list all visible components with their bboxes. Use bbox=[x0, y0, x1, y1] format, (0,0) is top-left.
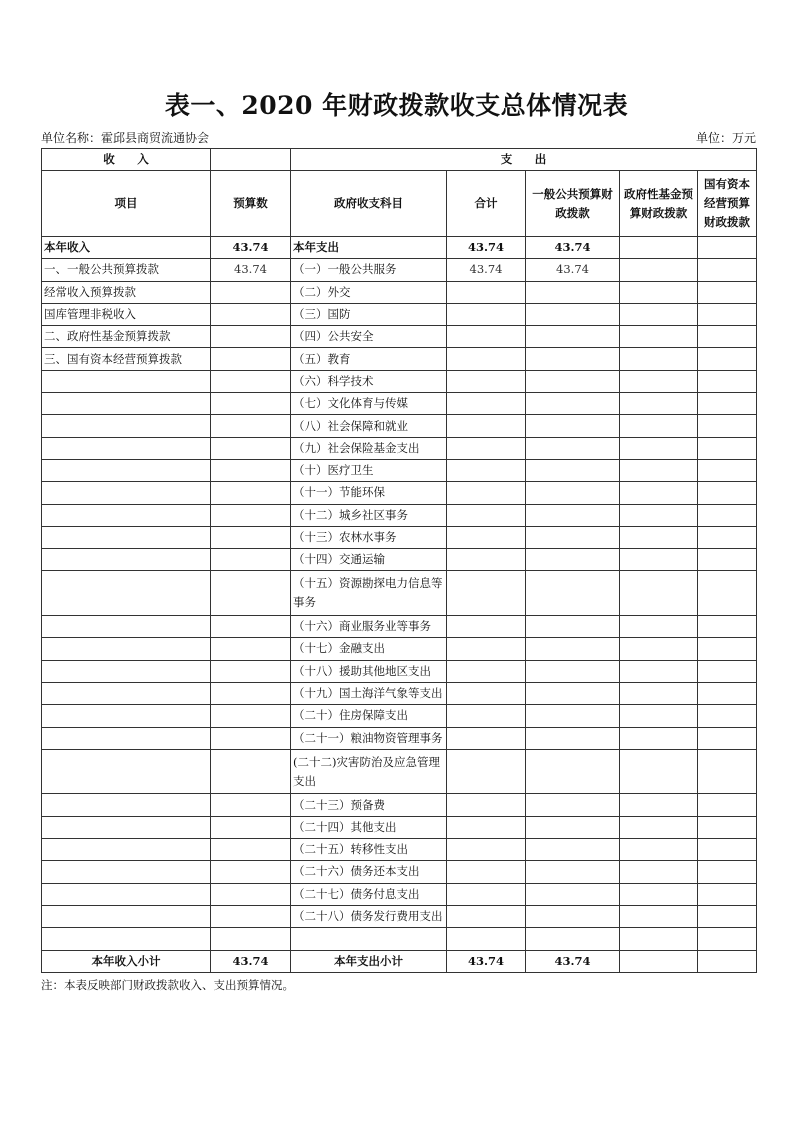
table-row bbox=[42, 816, 757, 838]
income-item-cell: 本年收入 bbox=[42, 237, 211, 259]
expense-subject-cell: （十三）农林水事务 bbox=[291, 526, 447, 548]
general-budget-cell bbox=[526, 571, 620, 616]
total-cell bbox=[447, 883, 526, 905]
general-budget-cell bbox=[526, 705, 620, 727]
general-budget-cell bbox=[526, 370, 620, 392]
capital-budget-cell bbox=[698, 616, 757, 638]
expense-subject-cell: （二十八）债务发行费用支出 bbox=[291, 905, 447, 927]
total-cell bbox=[447, 348, 526, 370]
table-row bbox=[42, 549, 757, 571]
capital-budget-cell bbox=[698, 281, 757, 303]
income-budget-cell bbox=[211, 549, 291, 571]
income-budget-cell bbox=[211, 905, 291, 927]
general-budget-cell bbox=[526, 749, 620, 794]
fund-budget-cell bbox=[620, 883, 698, 905]
general-budget-cell bbox=[526, 281, 620, 303]
fund-budget-cell bbox=[620, 348, 698, 370]
budget-table bbox=[41, 148, 757, 973]
expense-subject-cell: （十六）商业服务业等事务 bbox=[291, 616, 447, 638]
subtotal-row bbox=[42, 950, 757, 972]
income-subtotal-value: 43.74 bbox=[211, 950, 291, 972]
expense-subject-cell: 本年支出 bbox=[291, 237, 447, 259]
income-budget-cell bbox=[211, 928, 291, 950]
income-budget-cell bbox=[211, 727, 291, 749]
total-cell bbox=[447, 749, 526, 794]
income-budget-cell bbox=[211, 705, 291, 727]
fund-budget-cell bbox=[620, 370, 698, 392]
expense-subject-cell: （九）社会保险基金支出 bbox=[291, 437, 447, 459]
fund-budget-cell bbox=[620, 905, 698, 927]
capital-budget-cell bbox=[698, 393, 757, 415]
capital-budget-cell bbox=[698, 237, 757, 259]
expense-subject-cell: （二十七）债务付息支出 bbox=[291, 883, 447, 905]
income-budget-cell bbox=[211, 348, 291, 370]
income-budget-cell bbox=[211, 437, 291, 459]
capital-budget-cell bbox=[698, 482, 757, 504]
income-budget-cell bbox=[211, 616, 291, 638]
column-header-row bbox=[42, 171, 757, 237]
total-cell bbox=[447, 928, 526, 950]
general-budget-cell bbox=[526, 660, 620, 682]
column-header-expense-subject: 政府收支科目 bbox=[291, 171, 447, 237]
general-budget-cell bbox=[526, 616, 620, 638]
income-budget-cell bbox=[211, 883, 291, 905]
expense-subject-cell: （十八）援助其他地区支出 bbox=[291, 660, 447, 682]
capital-budget-cell bbox=[698, 571, 757, 616]
total-cell: 43.74 bbox=[447, 237, 526, 259]
income-item-cell bbox=[42, 638, 211, 660]
table-row bbox=[42, 437, 757, 459]
fund-budget-cell bbox=[620, 616, 698, 638]
expense-subject-cell: （二十）住房保障支出 bbox=[291, 705, 447, 727]
group-header-row bbox=[42, 149, 757, 171]
income-budget-cell bbox=[211, 682, 291, 704]
expense-subject-cell: （一）一般公共服务 bbox=[291, 259, 447, 281]
unit-label: 单位：万元 bbox=[695, 131, 756, 145]
table-row bbox=[42, 638, 757, 660]
general-budget-cell bbox=[526, 928, 620, 950]
income-item-cell bbox=[42, 861, 211, 883]
fund-budget-cell bbox=[620, 459, 698, 481]
income-budget-cell bbox=[211, 861, 291, 883]
income-budget-cell: 43.74 bbox=[211, 259, 291, 281]
capital-budget-cell bbox=[698, 749, 757, 794]
fund-budget-cell bbox=[620, 749, 698, 794]
capital-budget-cell bbox=[698, 504, 757, 526]
capital-budget-cell bbox=[698, 415, 757, 437]
capital-budget-cell bbox=[698, 638, 757, 660]
income-item-cell bbox=[42, 682, 211, 704]
column-header-fund-budget: 政府性基金预算财政拨款 bbox=[620, 171, 698, 237]
fund-budget-cell bbox=[620, 237, 698, 259]
fund-budget-cell bbox=[620, 682, 698, 704]
capital-budget-cell bbox=[698, 682, 757, 704]
income-item-cell: 经常收入预算拨款 bbox=[42, 281, 211, 303]
table-row bbox=[42, 928, 757, 950]
capital-budget-cell bbox=[698, 705, 757, 727]
table-row bbox=[42, 482, 757, 504]
fund-budget-cell bbox=[620, 839, 698, 861]
expense-subject-cell: （四）公共安全 bbox=[291, 326, 447, 348]
expense-subject-cell: （二十五）转移性支出 bbox=[291, 839, 447, 861]
general-budget-cell bbox=[526, 839, 620, 861]
expense-subject-cell: （十七）金融支出 bbox=[291, 638, 447, 660]
capital-budget-cell bbox=[698, 259, 757, 281]
general-budget-cell bbox=[526, 482, 620, 504]
column-header-general-budget: 一般公共预算财政拨款 bbox=[526, 171, 620, 237]
capital-budget-cell bbox=[698, 816, 757, 838]
capital-budget-cell bbox=[698, 928, 757, 950]
expense-subject-cell: （十九）国土海洋气象等支出 bbox=[291, 682, 447, 704]
fund-budget-cell bbox=[620, 303, 698, 325]
general-budget-cell bbox=[526, 816, 620, 838]
general-budget-cell: 43.74 bbox=[526, 259, 620, 281]
expense-subtotal-capital bbox=[698, 950, 757, 972]
total-cell bbox=[447, 682, 526, 704]
income-item-cell bbox=[42, 526, 211, 548]
table-row bbox=[42, 237, 757, 259]
table-row bbox=[42, 526, 757, 548]
total-cell bbox=[447, 526, 526, 548]
expense-subject-cell: （六）科学技术 bbox=[291, 370, 447, 392]
income-group-header: 收 入 bbox=[42, 149, 211, 171]
income-item-cell bbox=[42, 660, 211, 682]
income-item-cell bbox=[42, 437, 211, 459]
expense-subtotal-general: 43.74 bbox=[526, 950, 620, 972]
income-budget-cell: 43.74 bbox=[211, 237, 291, 259]
fund-budget-cell bbox=[620, 437, 698, 459]
fund-budget-cell bbox=[620, 727, 698, 749]
table-row bbox=[42, 259, 757, 281]
income-budget-cell bbox=[211, 393, 291, 415]
total-cell bbox=[447, 794, 526, 816]
capital-budget-cell bbox=[698, 727, 757, 749]
fund-budget-cell bbox=[620, 326, 698, 348]
fund-budget-cell bbox=[620, 861, 698, 883]
table-row bbox=[42, 749, 757, 794]
table-row bbox=[42, 348, 757, 370]
expense-group-header: 支 出 bbox=[291, 149, 757, 171]
general-budget-cell bbox=[526, 794, 620, 816]
general-budget-cell bbox=[526, 348, 620, 370]
income-item-cell: 二、政府性基金预算拨款 bbox=[42, 326, 211, 348]
table-row bbox=[42, 303, 757, 325]
total-cell bbox=[447, 393, 526, 415]
expense-subject-cell: （十一）节能环保 bbox=[291, 482, 447, 504]
capital-budget-cell bbox=[698, 348, 757, 370]
income-budget-cell bbox=[211, 816, 291, 838]
table-row bbox=[42, 370, 757, 392]
total-cell bbox=[447, 459, 526, 481]
expense-subtotal-fund bbox=[620, 950, 698, 972]
general-budget-cell bbox=[526, 303, 620, 325]
income-item-cell bbox=[42, 459, 211, 481]
capital-budget-cell bbox=[698, 459, 757, 481]
table-row bbox=[42, 660, 757, 682]
total-cell bbox=[447, 482, 526, 504]
income-budget-cell bbox=[211, 660, 291, 682]
fund-budget-cell bbox=[620, 259, 698, 281]
income-item-cell: 国库管理非税收入 bbox=[42, 303, 211, 325]
table-row bbox=[42, 839, 757, 861]
income-item-cell bbox=[42, 928, 211, 950]
expense-subject-cell: （五）教育 bbox=[291, 348, 447, 370]
table-meta bbox=[41, 129, 756, 146]
fund-budget-cell bbox=[620, 526, 698, 548]
general-budget-cell bbox=[526, 883, 620, 905]
general-budget-cell bbox=[526, 459, 620, 481]
capital-budget-cell bbox=[698, 370, 757, 392]
income-item-cell bbox=[42, 749, 211, 794]
header-blank-cell bbox=[211, 149, 291, 171]
income-subtotal-label: 本年收入小计 bbox=[42, 950, 211, 972]
fund-budget-cell bbox=[620, 928, 698, 950]
capital-budget-cell bbox=[698, 861, 757, 883]
total-cell bbox=[447, 839, 526, 861]
expense-subject-cell: （二十三）预备费 bbox=[291, 794, 447, 816]
total-cell bbox=[447, 326, 526, 348]
total-cell bbox=[447, 415, 526, 437]
general-budget-cell bbox=[526, 504, 620, 526]
table-row bbox=[42, 883, 757, 905]
column-header-item: 项目 bbox=[42, 171, 211, 237]
table-row bbox=[42, 281, 757, 303]
general-budget-cell bbox=[526, 526, 620, 548]
fund-budget-cell bbox=[620, 660, 698, 682]
general-budget-cell bbox=[526, 549, 620, 571]
general-budget-cell bbox=[526, 727, 620, 749]
total-cell bbox=[447, 571, 526, 616]
income-item-cell: 一、一般公共预算拨款 bbox=[42, 259, 211, 281]
total-cell bbox=[447, 616, 526, 638]
expense-subject-cell: （二）外交 bbox=[291, 281, 447, 303]
income-item-cell bbox=[42, 794, 211, 816]
income-budget-cell bbox=[211, 281, 291, 303]
income-budget-cell bbox=[211, 504, 291, 526]
total-cell bbox=[447, 638, 526, 660]
income-item-cell bbox=[42, 905, 211, 927]
total-cell bbox=[447, 303, 526, 325]
income-item-cell bbox=[42, 705, 211, 727]
fund-budget-cell bbox=[620, 705, 698, 727]
general-budget-cell bbox=[526, 861, 620, 883]
general-budget-cell: 43.74 bbox=[526, 237, 620, 259]
capital-budget-cell bbox=[698, 437, 757, 459]
capital-budget-cell bbox=[698, 549, 757, 571]
capital-budget-cell bbox=[698, 839, 757, 861]
income-item-cell bbox=[42, 839, 211, 861]
total-cell bbox=[447, 705, 526, 727]
total-cell bbox=[447, 370, 526, 392]
expense-subject-cell: （七）文化体育与传媒 bbox=[291, 393, 447, 415]
unit-name-label: 单位名称：霍邱县商贸流通协会 bbox=[41, 131, 210, 145]
fund-budget-cell bbox=[620, 638, 698, 660]
column-header-capital-budget: 国有资本经营预算财政拨款 bbox=[698, 171, 757, 237]
income-item-cell bbox=[42, 504, 211, 526]
expense-subject-cell: （十五）资源勘探电力信息等事务 bbox=[291, 571, 447, 616]
table-row bbox=[42, 727, 757, 749]
capital-budget-cell bbox=[698, 660, 757, 682]
income-item-cell: 三、国有资本经营预算拨款 bbox=[42, 348, 211, 370]
table-row bbox=[42, 705, 757, 727]
total-cell bbox=[447, 727, 526, 749]
total-cell bbox=[447, 504, 526, 526]
table-body bbox=[42, 237, 757, 951]
footnote: 注：本表反映部门财政拨款收入、支出预算情况。 bbox=[41, 978, 294, 992]
expense-subject-cell: （八）社会保障和就业 bbox=[291, 415, 447, 437]
income-budget-cell bbox=[211, 370, 291, 392]
income-budget-cell bbox=[211, 459, 291, 481]
table-row bbox=[42, 393, 757, 415]
table-row bbox=[42, 504, 757, 526]
expense-subtotal-label: 本年支出小计 bbox=[291, 950, 447, 972]
fund-budget-cell bbox=[620, 482, 698, 504]
fund-budget-cell bbox=[620, 816, 698, 838]
table-row bbox=[42, 861, 757, 883]
fund-budget-cell bbox=[620, 281, 698, 303]
income-item-cell bbox=[42, 549, 211, 571]
expense-subtotal-total: 43.74 bbox=[447, 950, 526, 972]
total-cell bbox=[447, 549, 526, 571]
table-row bbox=[42, 415, 757, 437]
capital-budget-cell bbox=[698, 794, 757, 816]
capital-budget-cell bbox=[698, 303, 757, 325]
general-budget-cell bbox=[526, 326, 620, 348]
expense-subject-cell: （二十一）粮油物资管理事务 bbox=[291, 727, 447, 749]
income-item-cell bbox=[42, 883, 211, 905]
total-cell bbox=[447, 816, 526, 838]
income-budget-cell bbox=[211, 638, 291, 660]
capital-budget-cell bbox=[698, 905, 757, 927]
income-item-cell bbox=[42, 727, 211, 749]
income-item-cell bbox=[42, 415, 211, 437]
fund-budget-cell bbox=[620, 504, 698, 526]
expense-subject-cell: (二十二)灾害防治及应急管理支出 bbox=[291, 749, 447, 794]
income-item-cell bbox=[42, 616, 211, 638]
general-budget-cell bbox=[526, 393, 620, 415]
expense-subject-cell: （二十六）债务还本支出 bbox=[291, 861, 447, 883]
fund-budget-cell bbox=[620, 415, 698, 437]
fund-budget-cell bbox=[620, 393, 698, 415]
income-budget-cell bbox=[211, 415, 291, 437]
table-row bbox=[42, 571, 757, 616]
income-budget-cell bbox=[211, 571, 291, 616]
income-budget-cell bbox=[211, 794, 291, 816]
table-row bbox=[42, 905, 757, 927]
expense-subject-cell: （十二）城乡社区事务 bbox=[291, 504, 447, 526]
total-cell: 43.74 bbox=[447, 259, 526, 281]
total-cell bbox=[447, 905, 526, 927]
total-cell bbox=[447, 660, 526, 682]
income-budget-cell bbox=[211, 749, 291, 794]
general-budget-cell bbox=[526, 415, 620, 437]
total-cell bbox=[447, 281, 526, 303]
expense-subject-cell: （二十四）其他支出 bbox=[291, 816, 447, 838]
expense-subject-cell: （十四）交通运输 bbox=[291, 549, 447, 571]
expense-subject-cell: （十）医疗卫生 bbox=[291, 459, 447, 481]
income-budget-cell bbox=[211, 526, 291, 548]
column-header-total: 合计 bbox=[447, 171, 526, 237]
table-row bbox=[42, 682, 757, 704]
fund-budget-cell bbox=[620, 571, 698, 616]
table-row bbox=[42, 459, 757, 481]
income-item-cell bbox=[42, 816, 211, 838]
expense-subject-cell: （三）国防 bbox=[291, 303, 447, 325]
table-row bbox=[42, 616, 757, 638]
income-item-cell bbox=[42, 370, 211, 392]
total-cell bbox=[447, 861, 526, 883]
expense-subject-cell bbox=[291, 928, 447, 950]
capital-budget-cell bbox=[698, 326, 757, 348]
capital-budget-cell bbox=[698, 883, 757, 905]
income-budget-cell bbox=[211, 839, 291, 861]
capital-budget-cell bbox=[698, 526, 757, 548]
table-row bbox=[42, 326, 757, 348]
column-header-budget: 预算数 bbox=[211, 171, 291, 237]
fund-budget-cell bbox=[620, 549, 698, 571]
total-cell bbox=[447, 437, 526, 459]
income-item-cell bbox=[42, 393, 211, 415]
general-budget-cell bbox=[526, 682, 620, 704]
fund-budget-cell bbox=[620, 794, 698, 816]
general-budget-cell bbox=[526, 437, 620, 459]
page-title: 表一、2020 年财政拨款收支总体情况表 bbox=[164, 91, 629, 120]
table-row bbox=[42, 794, 757, 816]
income-budget-cell bbox=[211, 326, 291, 348]
income-budget-cell bbox=[211, 303, 291, 325]
general-budget-cell bbox=[526, 638, 620, 660]
general-budget-cell bbox=[526, 905, 620, 927]
income-item-cell bbox=[42, 571, 211, 616]
income-budget-cell bbox=[211, 482, 291, 504]
income-item-cell bbox=[42, 482, 211, 504]
